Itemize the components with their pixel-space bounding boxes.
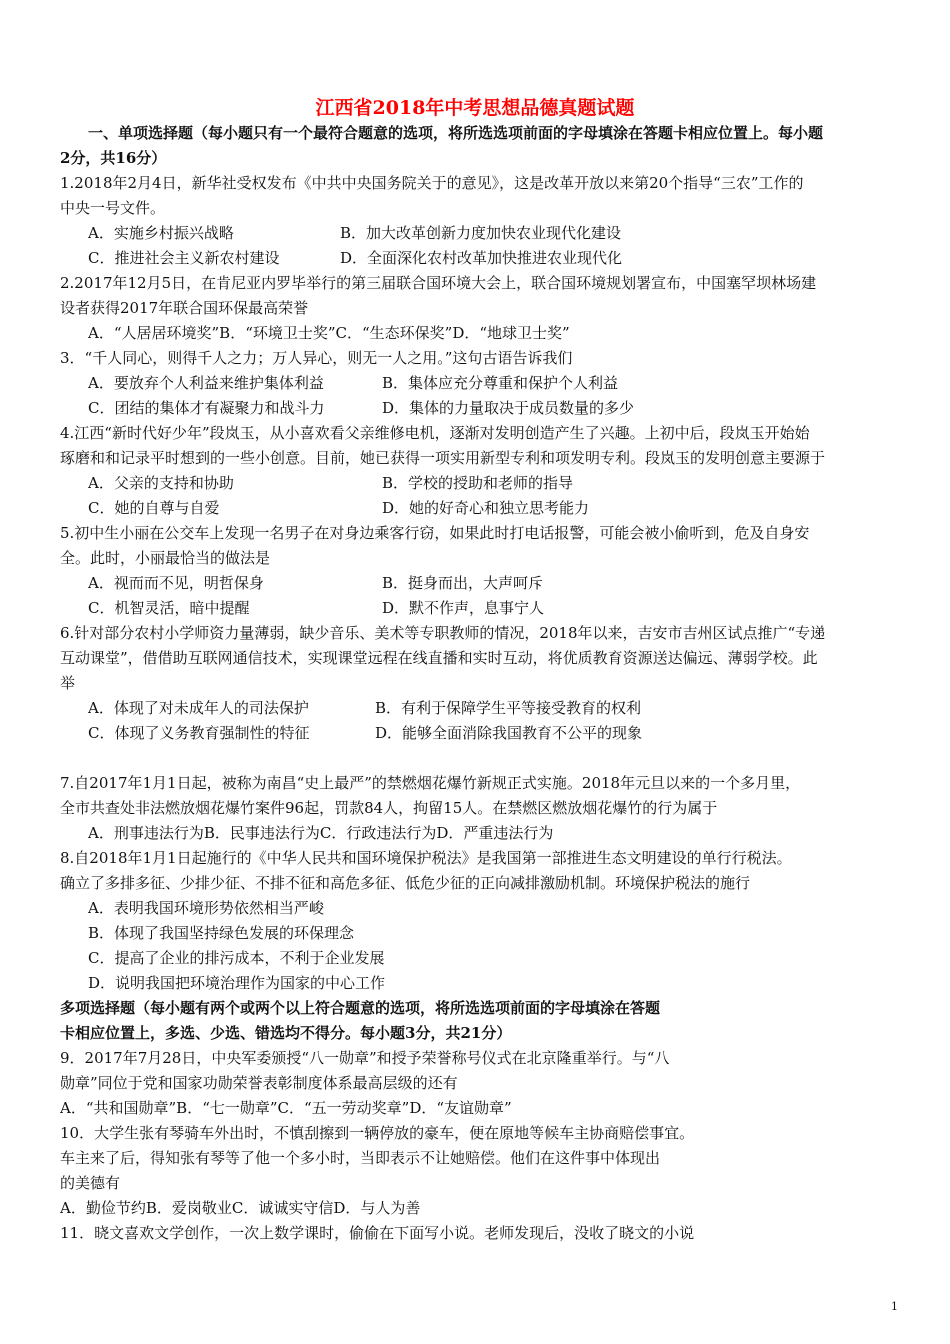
q1-options-row1 [88,221,926,246]
q6-options-row1 [88,696,926,721]
q8-stem-line2: 确立了多排多征、少排少征、不排不征和高危多征、低危少征的正向减排激励机制。环境保护税法的施行 [60,874,751,892]
q2-stem-line2: 设者获得2017年联合国环保最高荣誉 [60,299,309,317]
q5-option-c: C．机智灵活，暗中提醒 [88,599,250,617]
q9-options: A．“共和国勋章”B．“七一勋章”C．“五一劳动奖章”D．“友谊勋章” [60,1099,512,1117]
q5-options-row2 [88,596,926,621]
q5-option-b: B．挺身而出，大声呵斥 [382,574,544,592]
q7-stem-line1: 7.自2017年1月1日起，被称为南昌“史上最严”的禁燃烟花爆竹新规正式实施。2018年元旦以来的一个多月里， [60,774,801,792]
exam-title: 江西省2018年中考思想品德真题试题 [315,97,635,119]
q5-options-row1 [88,571,926,596]
q5-stem-line1: 5.初中生小丽在公交车上发现一名男子在对身边乘客行窃，如果此时打电话报警，可能会被小偷听到，危及自身安 [60,524,810,542]
q6-stem-line2: 互动课堂”，借借助互联网通信技术，实现课堂远程在线直播和实时互动，将优质教育资源送达偏远、薄弱学校。此 [60,649,818,667]
q6-option-b: B．有利于保障学生平等接受教育的权利 [375,699,642,717]
q11-stem-line1: 11．晓文喜欢文学创作，一次上数学课时，偷偷在下面写小说。老师发现后，没收了晓文的小说 [60,1224,695,1242]
q10-options: A．勤俭节约B．爱岗敬业C．诚诚实守信D．与人为善 [60,1199,421,1217]
q4-stem-line1: 4.江西“新时代好少年”段岚玉，从小喜欢看父亲维修电机，逐渐对发明创造产生了兴趣。上初中后，段岚玉开始始 [60,424,810,442]
section2-header-line2: 卡相应位置上，多选、少选、错选均不得分。每小题3分，共21分） [60,1024,512,1042]
page-number: 1 [891,1300,898,1313]
q5-option-d: D．默不作声，息事宁人 [382,599,545,617]
q6-option-c: C．体现了义务教育强制性的特征 [88,724,310,742]
q3-options-row2 [88,396,926,421]
q10-stem-line3: 的美德有 [60,1174,121,1192]
q5-option-a: A．视而而不见，明哲保身 [88,574,264,592]
q4-option-a: A．父亲的支持和协助 [88,474,234,492]
q6-stem-line1: 6.针对部分农村小学师资力量薄弱，缺少音乐、美术等专职教师的情况，2018年以来，吉安市吉州区试点推广“专递 [60,624,826,642]
q6-options-row2 [88,721,926,746]
q7-options: A．刑事违法行为B．民事违法行为C．行政违法行为D．严重违法行为 [88,824,554,842]
q4-stem-line2: 琢磨和和记录平时想到的一些小创意。目前，她已获得一项实用新型专利和项发明专利。段岚玉的发明创意主要源于 [60,449,826,467]
q3-option-c: C．团结的集体才有凝聚力和战斗力 [88,399,325,417]
q5-stem-line2: 全。此时，小丽最恰当的做法是 [60,549,271,567]
q4-option-c: C．她的自尊与自爱 [88,499,220,517]
q10-stem-line2: 车主来了后，得知张有琴等了他一个多小时，当即表示不让她赔偿。他们在这件事中体现出 [60,1149,661,1167]
q1-option-a: A．实施乡村振兴战略 [88,224,234,242]
q3-option-b: B．集体应充分尊重和保护个人利益 [382,374,619,392]
section2-header-line1: 多项选择题（每小题有两个或两个以上符合题意的选项，将所选选项前面的字母填涂在答题 [60,999,661,1017]
q10-stem-line1: 10．大学生张有琴骑车外出时，不慎刮擦到一辆停放的豪车，便在原地等候车主协商赔偿事宜。 [60,1124,695,1142]
q8-option-a: A．表明我国环境形势依然相当严峻 [88,899,324,917]
q3-option-d: D．集体的力量取决于成员数量的多少 [382,399,635,417]
q1-option-c: C．推进社会主义新农村建设 [88,249,280,267]
q6-option-a: A．体现了对未成年人的司法保护 [88,699,309,717]
q2-stem-line1: 2.2017年12月5日，在肯尼亚内罗毕举行的第三届联合国环境大会上，联合国环境规划署宣布，中国塞罕坝林场建 [60,274,817,292]
q3-stem: 3．“千人同心，则得千人之力；万人异心，则无一人之用。”这句古语告诉我们 [60,349,573,367]
q1-stem-line1: 1.2018年2月4日，新华社受权发布《中共中央国务院关于的意见》，这是改革开放以来第20个指导“三农”工作的 [60,174,804,192]
q1-stem-line2: 中央一号文件。 [60,199,166,217]
q9-stem-line2: 勋章”同位于党和国家功勋荣誉表彰制度体系最高层级的还有 [60,1074,458,1092]
q9-stem-line1: 9．2017年7月28日，中央军委颁授“八一勋章”和授予荣誉称号仪式在北京隆重举行。与“八 [60,1049,670,1067]
section1-header-line2: 2分，共16分） [60,149,167,167]
q7-stem-line2: 全市共查处非法燃放烟花爆竹案件96起，罚款84人，拘留15人。在禁燃区燃放烟花爆竹的行为属于 [60,799,718,817]
q8-option-d: D．说明我国把环境治理作为国家的中心工作 [88,974,386,992]
q2-options: A．“人居居环境奖”B．“环境卫士奖”C．“生态环保奖”D．“地球卫士奖” [88,324,570,342]
q8-stem-line1: 8.自2018年1月1日起施行的《中华人民共和国环境保护税法》是我国第一部推进生态文明建设的单行行税法。 [60,849,792,867]
q1-option-d: D．全面深化农村改革加快推进农业现代化 [340,249,623,267]
q4-option-d: D．她的好奇心和独立思考能力 [382,499,590,517]
q1-option-b: B．加大改革创新力度加快农业现代化建设 [340,224,622,242]
q4-options-row1 [88,471,926,496]
q1-options-row2 [88,246,926,271]
section1-header-line1: 一、单项选择题（每小题只有一个最符合题意的选项，将所选选项前面的字母填涂在答题卡相应位置上。每小题 [88,124,824,142]
q6-stem-line3: 举 [60,674,76,692]
q8-option-c: C．提高了企业的排污成本，不利于企业发展 [88,949,385,967]
q8-option-b: B．体现了我国坚持绿色发展的环保理念 [88,924,355,942]
q6-option-d: D．能够全面消除我国教育不公平的现象 [375,724,643,742]
q4-options-row2 [88,496,926,521]
q4-option-b: B．学校的授助和老师的指导 [382,474,574,492]
q3-option-a: A．要放弃个人利益来维护集体利益 [88,374,324,392]
q3-options-row1 [88,371,926,396]
